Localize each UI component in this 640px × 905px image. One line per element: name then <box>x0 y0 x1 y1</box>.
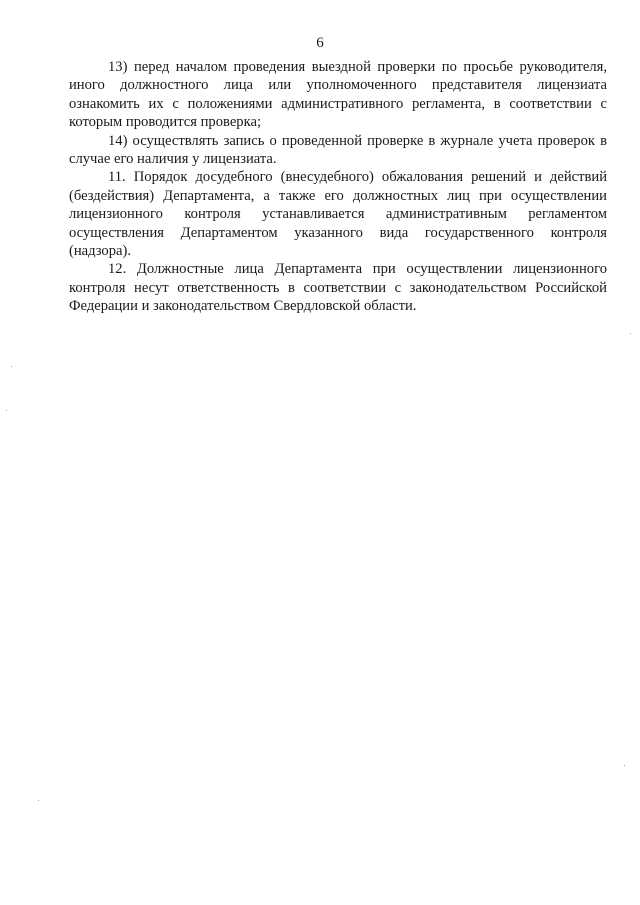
scan-speck <box>11 366 12 367</box>
scan-speck <box>38 800 39 801</box>
scan-speck <box>630 333 631 334</box>
scan-speck <box>6 410 7 411</box>
paragraph-item-14: 14) осуществлять запись о проведенной проверке в журнале учета проверок в случае его наличия у лицензиата. <box>69 132 607 168</box>
paragraph-item-13: 13) перед началом проведения выездной проверки по просьбе руководителя, иного должностного лица или уполномоченного представителя лицензиата ознакомить их с положениями административного регламента, в соответствии с которым проводится проверка; <box>69 59 607 131</box>
paragraph-section-12: 12. Должностные лица Департамента при осуществлении лицензионного контроля несут ответственность в соответствии с законодательством Российской Федерации и законодательством Свердловской области. <box>69 261 607 315</box>
scan-speck <box>624 765 625 766</box>
page-number: 6 <box>316 35 324 51</box>
document-body <box>69 58 607 316</box>
paragraph-section-11: 11. Порядок досудебного (внесудебного) обжалования решений и действий (бездействия) Департамента, а также его должностных лиц при осуществлении лицензионного контроля устанавливается административным регламентом осуществления Департаментом указанного вида государственного контроля (надзора). <box>69 169 607 260</box>
